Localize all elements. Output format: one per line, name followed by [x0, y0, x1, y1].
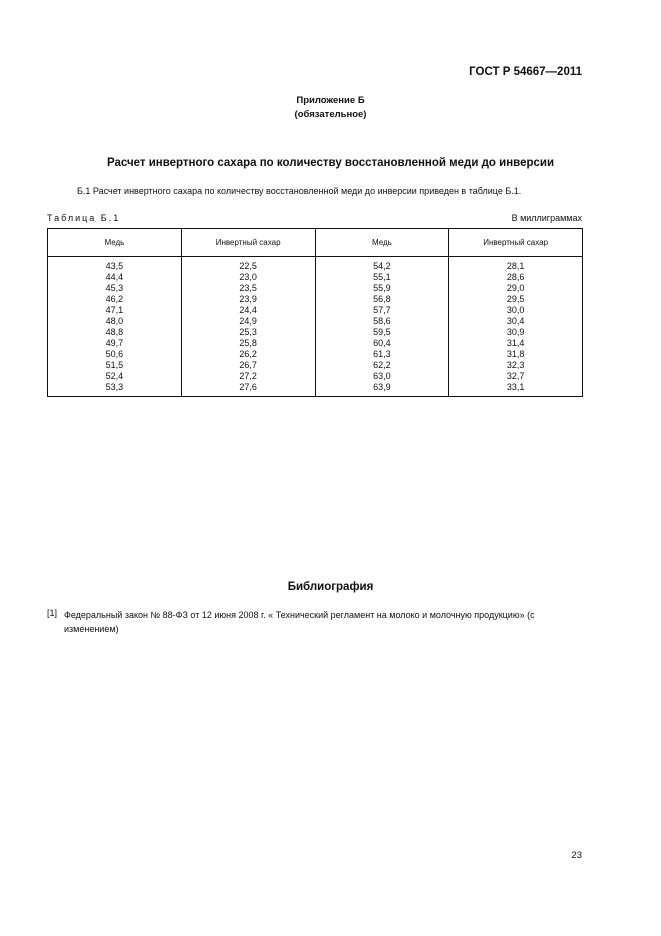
table-cell: 32,3: [449, 360, 583, 371]
table-row: [48, 294, 583, 305]
table-cell: 55,9: [315, 283, 449, 294]
table-cell: 27,2: [181, 371, 315, 382]
table-caption: Таблица Б.1: [47, 213, 121, 223]
table-cell: 56,8: [315, 294, 449, 305]
header-invert-sugar-2: Инвертный сахар: [449, 229, 583, 257]
table-cell: 31,4: [449, 338, 583, 349]
table-cell: 44,4: [48, 272, 182, 283]
table-cell: 27,6: [181, 382, 315, 397]
table-cell: 24,4: [181, 305, 315, 316]
table-cell: 60,4: [315, 338, 449, 349]
table-cell: 49,7: [48, 338, 182, 349]
table-cell: 28,1: [449, 257, 583, 273]
table-cell: 48,8: [48, 327, 182, 338]
table-cell: 24,9: [181, 316, 315, 327]
table-cell: 30,4: [449, 316, 583, 327]
table-cell: 63,0: [315, 371, 449, 382]
table-cell: 55,1: [315, 272, 449, 283]
page-number: 23: [571, 850, 582, 861]
table-row: [48, 272, 583, 283]
table-cell: 61,3: [315, 349, 449, 360]
table-cell: 48,0: [48, 316, 182, 327]
table-cell: 32,7: [449, 371, 583, 382]
table-cell: 58,6: [315, 316, 449, 327]
bibliography-item-number: [1]: [47, 608, 58, 618]
table-cell: 33,1: [449, 382, 583, 397]
header-copper-1: Медь: [48, 229, 182, 257]
table-cell: 45,3: [48, 283, 182, 294]
table-row: [48, 283, 583, 294]
appendix-title: Приложение Б: [296, 95, 365, 106]
table-cell: 51,5: [48, 360, 182, 371]
table-cell: 54,2: [315, 257, 449, 273]
table-cell: 23,9: [181, 294, 315, 305]
header-copper-2: Медь: [315, 229, 449, 257]
table-cell: 52,4: [48, 371, 182, 382]
table-cell: 30,0: [449, 305, 583, 316]
table-cell: 25,3: [181, 327, 315, 338]
bibliography-heading: Библиография: [287, 581, 374, 593]
table-cell: 29,0: [449, 283, 583, 294]
table-row: [48, 349, 583, 360]
table-row: [48, 305, 583, 316]
table-cell: 46,2: [48, 294, 182, 305]
table-cell: 53,3: [48, 382, 182, 397]
table-cell: 28,6: [449, 272, 583, 283]
table-cell: 57,7: [315, 305, 449, 316]
conversion-table: [47, 228, 583, 397]
table-cell: 23,5: [181, 283, 315, 294]
table-row: [48, 371, 583, 382]
table-row: [48, 257, 583, 273]
table-unit: В миллиграммах: [511, 213, 582, 223]
table-cell: 23,0: [181, 272, 315, 283]
appendix-status: (обязательное): [294, 109, 367, 120]
bibliography-item-text: Федеральный закон № 88-ФЗ от 12 июня 2008 г. « Технический регламент на молоко и молочную продукцию» (с изменением): [64, 610, 535, 634]
header-invert-sugar-1: Инвертный сахар: [181, 229, 315, 257]
table-row: [48, 360, 583, 371]
table-cell: 62,2: [315, 360, 449, 371]
table-row: [48, 382, 583, 397]
table-cell: 30,9: [449, 327, 583, 338]
table-cell: 50,6: [48, 349, 182, 360]
table-cell: 47,1: [48, 305, 182, 316]
table-cell: 25,8: [181, 338, 315, 349]
table-row: [48, 327, 583, 338]
table-cell: 26,2: [181, 349, 315, 360]
table-cell: 63,9: [315, 382, 449, 397]
table-cell: 59,5: [315, 327, 449, 338]
section-heading: Расчет инвертного сахара по количеству восстановленной меди до инверсии: [106, 157, 555, 169]
table-row: [48, 338, 583, 349]
intro-paragraph: Б.1 Расчет инвертного сахара по количеству восстановленной меди до инверсии приведен в таблице Б.1.: [77, 186, 522, 196]
table-cell: 43,5: [48, 257, 182, 273]
table-cell: 22,5: [181, 257, 315, 273]
document-number: ГОСТ Р 54667—2011: [469, 66, 582, 78]
table-cell: 26,7: [181, 360, 315, 371]
table-row: [48, 316, 583, 327]
table-cell: 31,8: [449, 349, 583, 360]
table-header-row: [48, 229, 583, 257]
table-cell: 29,5: [449, 294, 583, 305]
